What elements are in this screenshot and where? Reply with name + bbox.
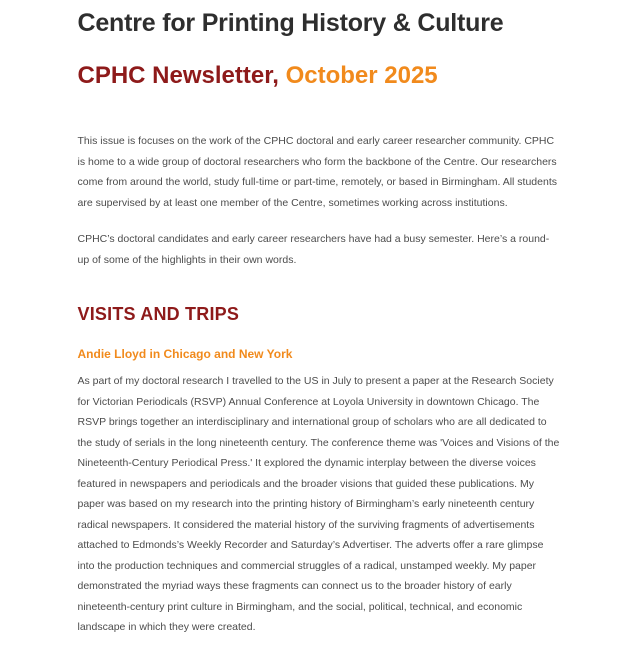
intro-paragraph-2: CPHC’s doctoral candidates and early career researchers have had a busy semester. Here’s a round-up of some of the highlights in their own words.: [77, 233, 550, 266]
article-body-andie-lloyd: As part of my doctoral research I travelled to the US in July to present a paper at the Research Society for Victorian Periodicals (RSVP) Annual Conference at Loyola University in downtown Chicago. The RSVP brings together an interdisciplinary and international group of scholars who are all dedicated to the study of serials in the long nineteenth century. The conference theme was 'Voices and Visions of the Nineteenth-Century Periodical Press.' It explored the dynamic interplay between the diverse voices featured in newspapers and periodicals and the broader visions that guided these publications. My paper was based on my research into the printing history of Birmingham’s early nineteenth century radical newspapers. It considered the material history of the surviving fragments of advertisements attached to Edmonds’s Weekly Recorder and Saturday’s Advertiser. The adverts offer a rare glimpse into the production techniques and commercial struggles of a radical, unstamped weekly. My paper demonstrated the myriad ways these fragments can connect us to the broader history of early nineteenth-century print culture in Birmingham, and the social, political, technical, and economic landscape in which they were created.: [77, 375, 560, 633]
newsletter-heading: [78, 63, 560, 89]
newsletter-heading-date: October 2025: [285, 62, 438, 89]
page-title: Centre for Printing History & Culture: [77, 9, 504, 37]
section-heading-visits-and-trips: VISITS AND TRIPS: [77, 304, 240, 324]
newsletter-page: [78, 10, 560, 638]
article-heading-andie-lloyd: Andie Lloyd in Chicago and New York: [77, 347, 293, 361]
intro-paragraph-1: This issue is focuses on the work of the CPHC doctoral and early career researcher community. CPHC is home to a wide group of doctoral researchers who form the backbone of the Centre. Our researchers come from around the world, study full-time or part-time, remotely, or based in Birmingham. All students are supervised by at least one member of the Centre, sometimes working across institutions.: [77, 135, 557, 209]
newsletter-heading-prefix: CPHC Newsletter,: [77, 62, 286, 89]
